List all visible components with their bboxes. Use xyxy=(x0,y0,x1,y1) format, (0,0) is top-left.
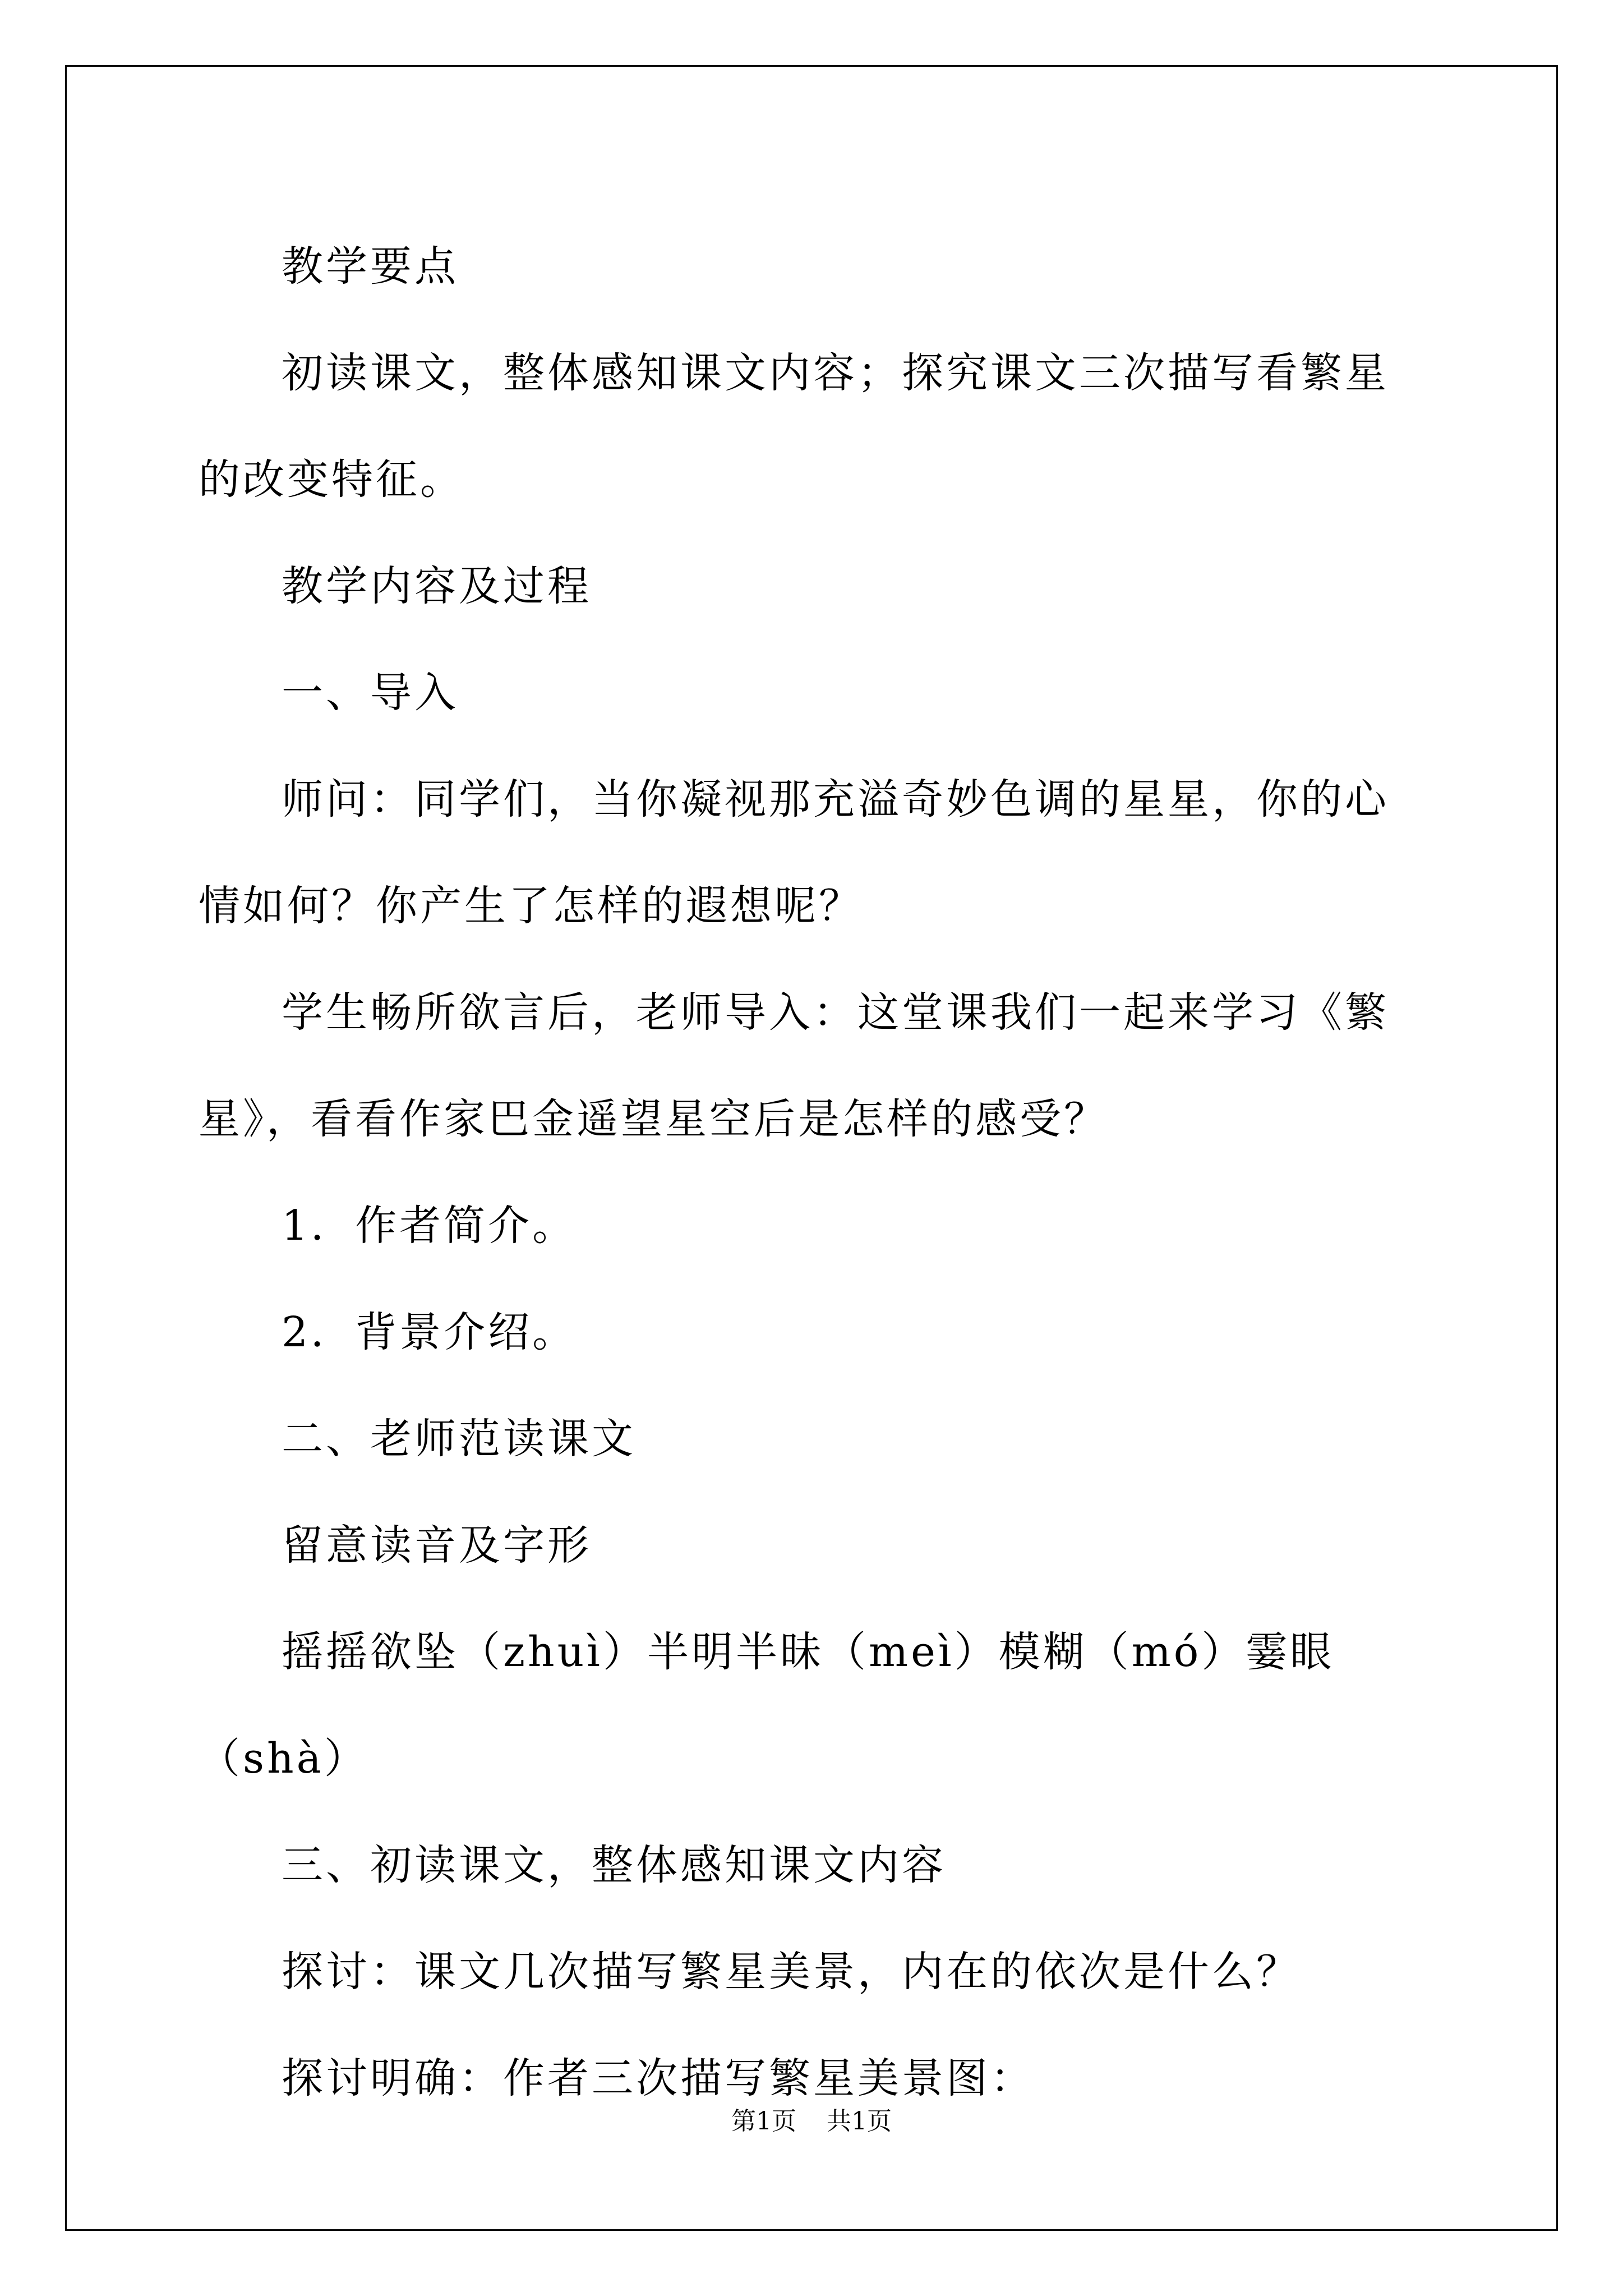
page-number: 第1页 xyxy=(731,2107,796,2136)
paragraph-discussion: 探讨：课文几次描写繁星美景，内在的依次是什么？ xyxy=(282,1948,1301,1996)
paragraph-discussion-answer: 探讨明确：作者三次描写繁星美景图： xyxy=(282,2054,1035,2102)
paragraph-vocabulary: 摇摇欲坠（zhuì）半明半昧（meì）模糊（mó）霎眼（shà） xyxy=(199,1628,1335,1783)
paragraph-intro: 学生畅所欲言后，老师导入：这堂课我们一起来学习《繁星》，看看作家巴金遥望星空后是怎样的感受？ xyxy=(199,988,1389,1143)
paragraph-section-three-heading: 三、初读课文，整体感知课文内容 xyxy=(282,1841,946,1889)
document-body xyxy=(199,213,1432,2132)
page-total: 共1页 xyxy=(827,2107,892,2136)
paragraph-background: 2．背景介绍。 xyxy=(282,1308,577,1356)
paragraph-pronunciation-note: 留意读音及字形 xyxy=(282,1521,592,1570)
paragraph-teaching-points: 初读课文，整体感知课文内容；探究课文三次描写看繁星的改变特征。 xyxy=(199,349,1389,504)
paragraph-teacher-question: 师问：同学们，当你凝视那充溢奇妙色调的星星，你的心情如何？你产生了怎样的遐想呢？ xyxy=(199,775,1389,930)
paragraph-section-one-heading: 一、导入 xyxy=(282,669,459,717)
paragraph-author-intro: 1．作者简介。 xyxy=(282,1202,577,1250)
paragraph-teaching-points-heading: 教学要点 xyxy=(282,242,459,291)
paragraph-section-two-heading: 二、老师范读课文 xyxy=(282,1415,636,1463)
paragraph-content-process-heading: 教学内容及过程 xyxy=(282,562,592,610)
page-footer xyxy=(0,2105,1623,2138)
